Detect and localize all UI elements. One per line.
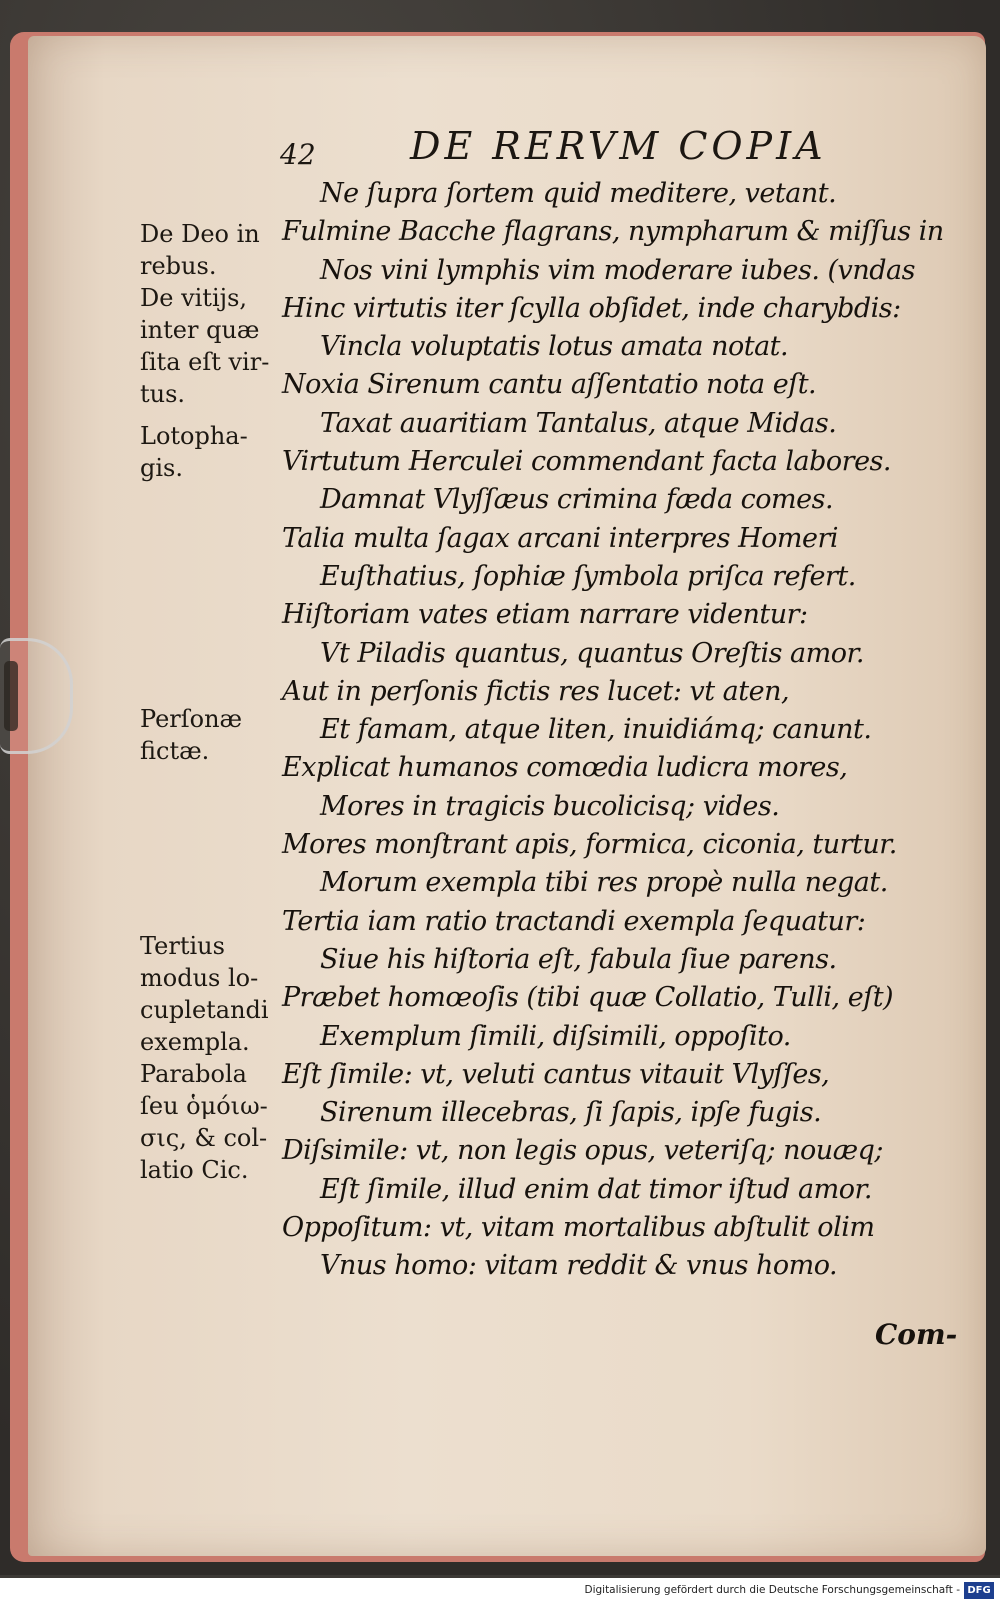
text-line: Vt Piladis quantus, quantus Oreſtis amor. (320, 637, 864, 669)
margin-note-line: cupletandi (140, 996, 269, 1024)
text-line: Exemplum ſimili, diſsimili, oppoſito. (320, 1020, 791, 1052)
margin-note-line: inter quæ (140, 316, 260, 344)
text-line: Fulmine Bacche flagrans, nympharum & miſſus in (282, 216, 944, 248)
text-line: Eſt ſimile, illud enim dat timor iſtud amor. (320, 1173, 872, 1205)
footer-credit: Digitalisierung gefördert durch die Deutsche Forschungsgemeinschaft - (584, 1584, 960, 1596)
text-line: Talia multa ſagax arcani interpres Homeri (282, 522, 839, 554)
text-line: Sirenum illecebras, ſi ſapis, ipſe fugis. (320, 1097, 822, 1129)
text-line: Hiſtoriam vates etiam narrare videntur: (282, 599, 808, 631)
text-line: Explicat humanos comœdia ludicra mores, (282, 752, 848, 784)
text-line: Virtutum Herculei commendant facta labores. (282, 446, 891, 478)
verse-text (282, 175, 962, 1286)
margin-note-line: Perſonæ (140, 705, 243, 733)
clip-shadow (4, 661, 18, 731)
margin-note-line: rebus. (140, 252, 217, 280)
text-line: Hinc virtutis iter ſcylla obſidet, inde charybdis: (282, 292, 901, 324)
margin-note-line: exempla. (140, 1028, 250, 1056)
digitization-footer (0, 1578, 1000, 1605)
margin-note-line: Tertius (140, 932, 225, 960)
page-header (0, 118, 1000, 171)
text-line: Euſthatius, ſophiæ ſymbola priſca refert. (320, 560, 856, 592)
margin-note-line: fictæ. (140, 737, 210, 765)
margin-note-line: Lotopha- (140, 422, 248, 450)
margin-note (140, 703, 288, 767)
text-line: Præbet homœoſis (tibi quæ Collatio, Tulli, eſt) (282, 982, 894, 1014)
margin-note (140, 420, 288, 484)
text-line: Oppoſitum: vt, vitam mortalibus abſtulit olim (282, 1212, 875, 1244)
text-line: Nos vini lymphis vim moderare iubes. (vndas (320, 254, 915, 286)
margin-note-line: ſeu ὁμόιω- (140, 1092, 268, 1120)
dfg-logo: DFG (964, 1582, 994, 1599)
text-line: Damnat Vlyſſæus crimina fæda comes. (320, 484, 834, 516)
margin-note-line: De Deo in (140, 220, 260, 248)
text-line: Aut in perſonis fictis res lucet: vt aten, (282, 675, 790, 707)
margin-note-line: modus lo- (140, 964, 259, 992)
catchword: Com- (875, 1318, 958, 1351)
margin-note (140, 218, 288, 282)
text-line: Vincla voluptatis lotus amata notat. (320, 331, 789, 363)
running-title: DE RERVM COPIA (410, 124, 827, 168)
text-line: Et famam, atque liten, inuidiámq; canunt. (320, 714, 872, 746)
margin-note-line: gis. (140, 454, 183, 482)
margin-note-line: De vitijs, (140, 284, 248, 312)
text-line: Vnus homo: vitam reddit & vnus homo. (320, 1250, 838, 1282)
margin-note (140, 930, 288, 1058)
text-line: Diſsimile: vt, non legis opus, veteriſq; nouæq; (282, 1135, 883, 1167)
page-clip (0, 638, 73, 754)
text-line: Mores monſtrant apis, formica, ciconia, turtur. (282, 829, 897, 861)
text-line: Mores in tragicis bucolicisq; vides. (320, 790, 780, 822)
margin-note-line: tus. (140, 380, 186, 408)
text-line: Eſt ſimile: vt, veluti cantus vitauit Vlyſſes, (282, 1058, 830, 1090)
margin-note-line: ſita eſt vir- (140, 348, 270, 376)
page-number: 42 (280, 138, 316, 171)
margin-note-line: latio Cic. (140, 1156, 249, 1184)
margin-note-line: σις, & col- (140, 1124, 268, 1152)
margin-note (140, 1058, 288, 1186)
margin-note-line: Parabola (140, 1060, 247, 1088)
text-line: Noxia Sirenum cantu aſſentatio nota eſt. (282, 369, 817, 401)
text-line: Tertia iam ratio tractandi exempla ſequatur: (282, 905, 866, 937)
text-line: Siue his hiſtoria eſt, fabula ſiue parens. (320, 943, 837, 975)
text-line: Ne ſupra ſortem quid meditere, vetant. (320, 178, 837, 209)
margin-note (140, 282, 288, 410)
text-line: Taxat auaritiam Tantalus, atque Midas. (320, 407, 837, 439)
text-line: Morum exempla tibi res propè nulla negat. (320, 867, 888, 899)
